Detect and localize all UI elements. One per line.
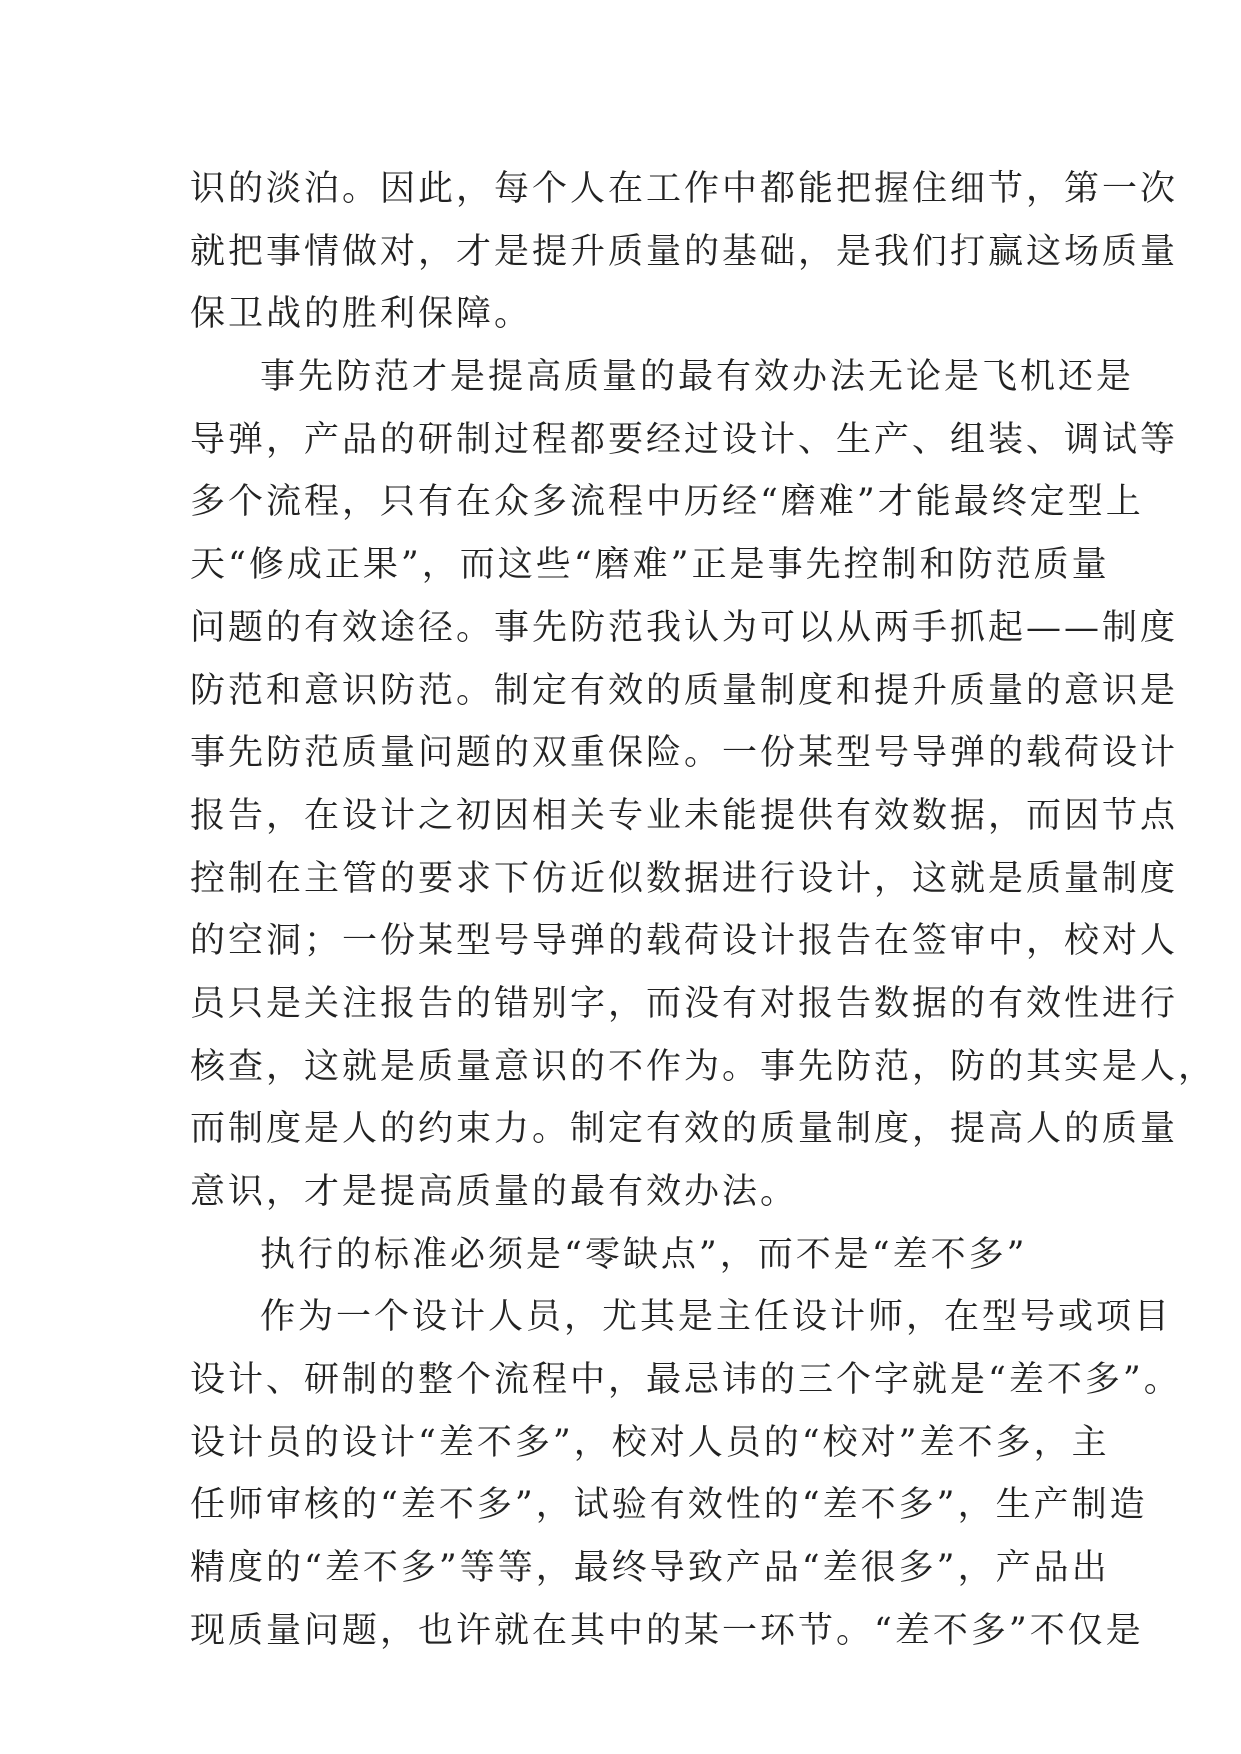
text-line: 导弹，产品的研制过程都要经过设计、生产、组装、调试等 bbox=[190, 419, 1179, 460]
text-line: 事先防范质量问题的双重保险。一份某型号导弹的载荷设计 bbox=[190, 733, 1179, 774]
text-line: 执行的标准必须是“零缺点”，而不是“差不多” bbox=[260, 1234, 1028, 1275]
text-line: 报告，在设计之初因相关专业未能提供有效数据，而因节点 bbox=[190, 795, 1179, 836]
text-line: 控制在主管的要求下仿近似数据进行设计，这就是质量制度 bbox=[190, 858, 1179, 899]
document-body bbox=[190, 158, 1217, 1663]
text-line: 精度的“差不多”等等，最终导致产品“差很多”，产品出 bbox=[190, 1548, 1110, 1589]
text-line: 现质量问题，也许就在其中的某一环节。“差不多”不仅是 bbox=[190, 1610, 1144, 1651]
text-line: 天“修成正果”，而这些“磨难”正是事先控制和防范质量 bbox=[190, 545, 1110, 586]
text-line: 问题的有效途径。事先防范我认为可以从两手抓起——制度 bbox=[190, 607, 1179, 648]
text-line: 意识，才是提高质量的最有效办法。 bbox=[190, 1172, 799, 1212]
text-line: 多个流程，只有在众多流程中历经“磨难”才能最终定型上 bbox=[190, 482, 1144, 523]
text-line: 员只是关注报告的错别字，而没有对报告数据的有效性进行 bbox=[190, 983, 1179, 1024]
text-line: 设计员的设计“差不多”，校对人员的“校对”差不多，主 bbox=[190, 1422, 1110, 1463]
text-line: 设计、研制的整个流程中，最忌讳的三个字就是“差不多”。 bbox=[190, 1360, 1182, 1401]
text-line: 保卫战的胜利保障。 bbox=[190, 294, 533, 335]
text-line: 而制度是人的约束力。制定有效的质量制度，提高人的质量 bbox=[190, 1109, 1179, 1150]
text-line: 的空洞；一份某型号导弹的载荷设计报告在签审中，校对人 bbox=[190, 921, 1179, 962]
text-line: 防范和意识防范。制定有效的质量制度和提升质量的意识是 bbox=[190, 670, 1179, 711]
text-line: 就把事情做对，才是提升质量的基础，是我们打赢这场质量 bbox=[190, 231, 1179, 272]
text-line: 核查，这就是质量意识的不作为。事先防范，防的其实是人， bbox=[190, 1046, 1217, 1087]
text-line: 任师审核的“差不多”，试验有效性的“差不多”，生产制造 bbox=[190, 1485, 1148, 1526]
text-line: 事先防范才是提高质量的最有效办法无论是飞机还是 bbox=[260, 357, 1135, 398]
text-line: 作为一个设计人员，尤其是主任设计师，在型号或项目 bbox=[260, 1297, 1173, 1338]
text-line: 识的淡泊。因此，每个人在工作中都能把握住细节，第一次 bbox=[190, 169, 1179, 209]
